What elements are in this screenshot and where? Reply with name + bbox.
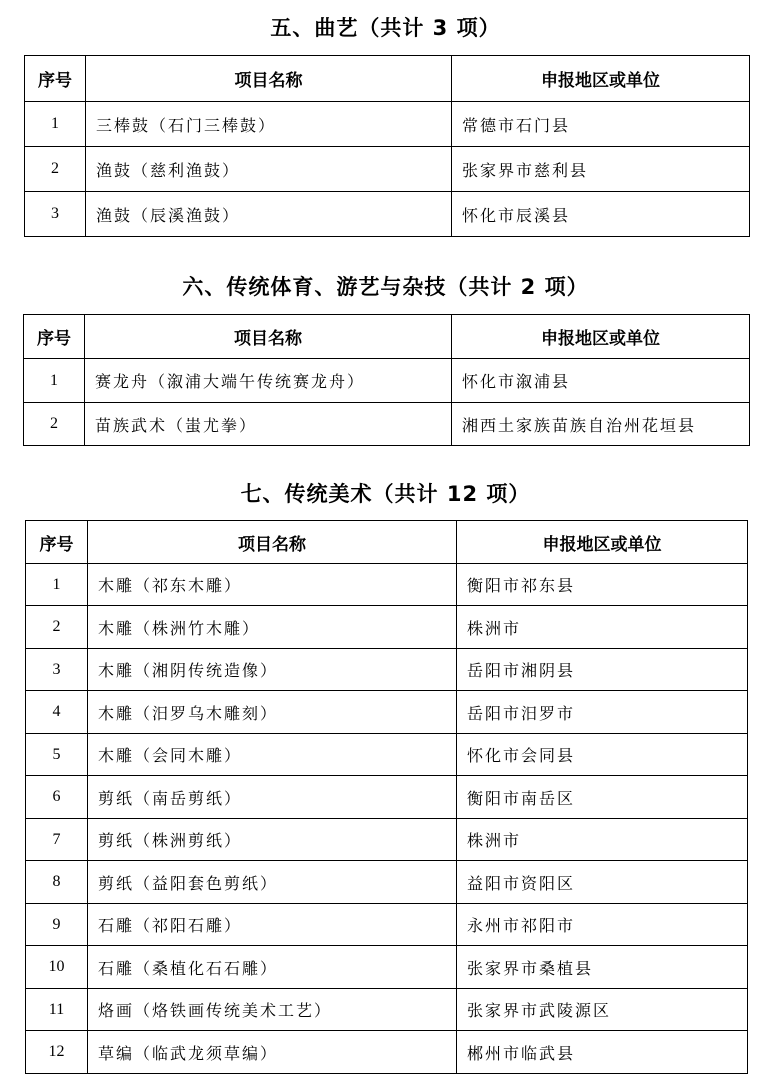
row-name: 木雕（株洲竹木雕）	[88, 606, 457, 649]
table-row	[26, 776, 748, 819]
row-no: 1	[24, 359, 85, 403]
row-region: 岳阳市湘阴县	[457, 649, 748, 691]
row-name: 木雕（祁东木雕）	[88, 564, 457, 606]
row-region: 郴州市临武县	[457, 1031, 748, 1074]
table-header-row	[25, 56, 750, 102]
row-region: 株洲市	[457, 819, 748, 861]
row-name: 苗族武术（蚩尤拳）	[85, 403, 452, 446]
section-title: 七、传统美术（共计 12 项）	[240, 482, 531, 506]
row-no: 12	[26, 1031, 88, 1074]
row-region: 益阳市资阳区	[457, 861, 748, 904]
row-name: 木雕（会同木雕）	[88, 734, 457, 776]
row-region: 张家界市慈利县	[452, 147, 750, 192]
table-fine-arts	[25, 520, 748, 1074]
row-region: 衡阳市祁东县	[457, 564, 748, 606]
table-row	[26, 734, 748, 776]
table-row	[26, 649, 748, 691]
row-name: 剪纸（益阳套色剪纸）	[88, 861, 457, 904]
table-row	[24, 359, 750, 403]
row-no: 9	[26, 904, 88, 946]
table-row	[26, 904, 748, 946]
row-no: 2	[24, 403, 85, 446]
header-name: 项目名称	[86, 56, 452, 102]
header-region: 申报地区或单位	[452, 56, 750, 102]
row-no: 10	[26, 946, 88, 989]
header-name: 项目名称	[85, 315, 452, 359]
row-no: 7	[26, 819, 88, 861]
header-no: 序号	[25, 56, 86, 102]
table-row	[26, 606, 748, 649]
header-name: 项目名称	[88, 521, 457, 564]
row-no: 11	[26, 989, 88, 1031]
table-row	[26, 819, 748, 861]
section-quyi	[0, 14, 771, 42]
row-no: 5	[26, 734, 88, 776]
row-region: 永州市祁阳市	[457, 904, 748, 946]
header-no: 序号	[24, 315, 85, 359]
table-header-row	[26, 521, 748, 564]
table-row	[25, 147, 750, 192]
section-fine-arts	[0, 480, 771, 508]
row-name: 草编（临武龙须草编）	[88, 1031, 457, 1074]
table-row	[26, 1031, 748, 1074]
row-no: 2	[25, 147, 86, 192]
row-region: 怀化市会同县	[457, 734, 748, 776]
table-header-row	[24, 315, 750, 359]
table-quyi	[24, 55, 750, 237]
table-row	[26, 946, 748, 989]
table-row	[25, 102, 750, 147]
row-region: 常德市石门县	[452, 102, 750, 147]
row-name: 赛龙舟（溆浦大端午传统赛龙舟）	[85, 359, 452, 403]
row-name: 烙画（烙铁画传统美术工艺）	[88, 989, 457, 1031]
row-name: 木雕（汨罗乌木雕刻）	[88, 691, 457, 734]
row-name: 渔鼓（辰溪渔鼓）	[86, 192, 452, 237]
row-region: 湘西土家族苗族自治州花垣县	[452, 403, 750, 446]
row-region: 怀化市溆浦县	[452, 359, 750, 403]
row-no: 3	[25, 192, 86, 237]
header-region: 申报地区或单位	[452, 315, 750, 359]
row-region: 株洲市	[457, 606, 748, 649]
row-region: 衡阳市南岳区	[457, 776, 748, 819]
row-name: 剪纸（南岳剪纸）	[88, 776, 457, 819]
section-title: 六、传统体育、游艺与杂技（共计 2 项）	[182, 275, 589, 299]
table-row	[26, 691, 748, 734]
header-no: 序号	[26, 521, 88, 564]
row-name: 剪纸（株洲剪纸）	[88, 819, 457, 861]
section-title: 五、曲艺（共计 3 项）	[270, 16, 501, 40]
table-row	[26, 861, 748, 904]
row-no: 1	[25, 102, 86, 147]
row-name: 渔鼓（慈利渔鼓）	[86, 147, 452, 192]
row-name: 三棒鼓（石门三棒鼓）	[86, 102, 452, 147]
section-sports	[0, 273, 771, 301]
row-region: 岳阳市汨罗市	[457, 691, 748, 734]
row-no: 4	[26, 691, 88, 734]
table-row	[26, 989, 748, 1031]
row-no: 3	[26, 649, 88, 691]
table-sports	[23, 314, 750, 446]
row-no: 6	[26, 776, 88, 819]
row-region: 张家界市桑植县	[457, 946, 748, 989]
header-region: 申报地区或单位	[457, 521, 748, 564]
row-name: 木雕（湘阴传统造像）	[88, 649, 457, 691]
row-name: 石雕（祁阳石雕）	[88, 904, 457, 946]
row-no: 1	[26, 564, 88, 606]
row-region: 怀化市辰溪县	[452, 192, 750, 237]
row-region: 张家界市武陵源区	[457, 989, 748, 1031]
row-name: 石雕（桑植化石石雕）	[88, 946, 457, 989]
row-no: 2	[26, 606, 88, 649]
table-row	[26, 564, 748, 606]
row-no: 8	[26, 861, 88, 904]
table-row	[25, 192, 750, 237]
table-row	[24, 403, 750, 446]
